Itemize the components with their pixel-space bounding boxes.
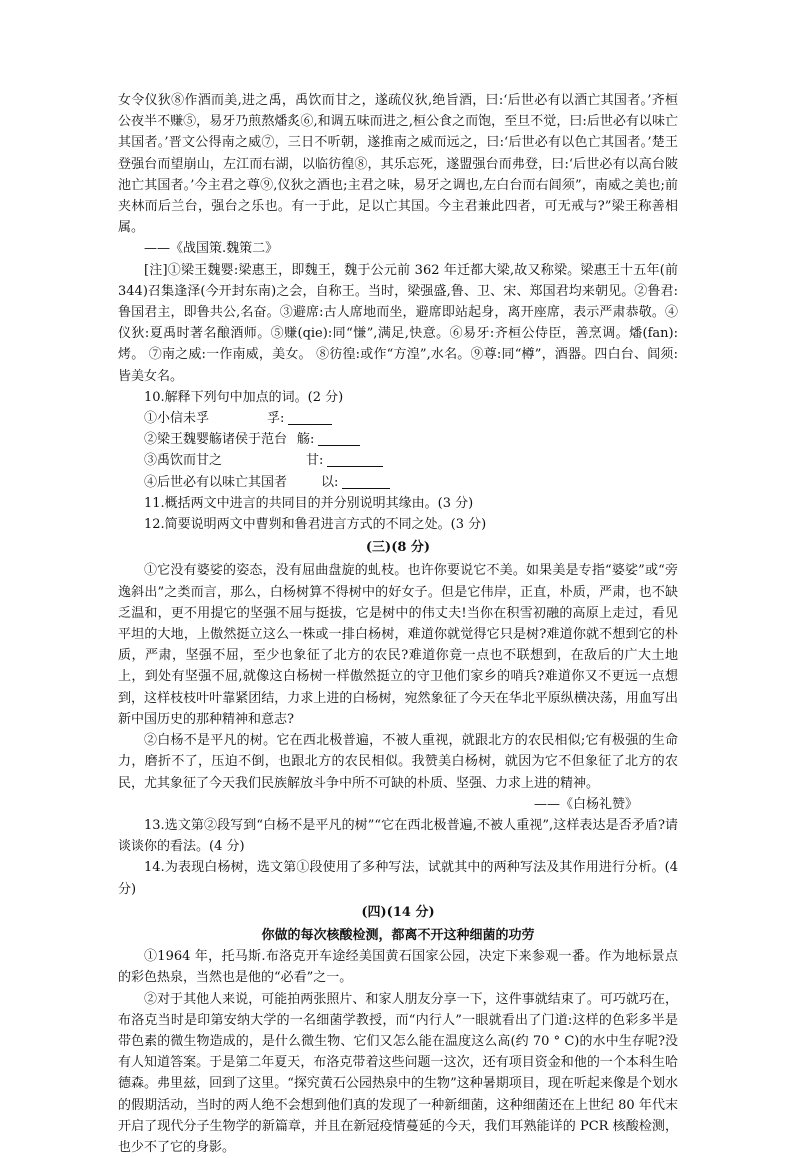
answer-blank[interactable] [318,431,360,446]
question-12: 12.简要说明两文中曹刿和鲁君进言方式的不同之处。(3 分) [144,517,487,533]
passage1-source: ——《战国策.魏策二》 [144,241,279,257]
question-10-item-3: ③禹饮而甘之 甘: [118,450,678,471]
passage1-body: 女令仪狄⑧作酒而美,进之禹，禹饮而甘之，遂疏仪狄,绝旨酒，曰:‘后世必有以酒亡其国者。’齐桓公夜半不赚⑤，易牙乃煎熬燔炙⑥,和调五味而进之,桓公食之而饱，至旦不觉，曰:后世必有以味亡其国者。’晋文公得南之威⑦，三日不听朝，遂推南之威而远之，曰:‘后世必有以色亡其国者。’楚王登强台而望崩山，左江而右湖，以临彷徨⑧，其乐忘死，遂盟强台而弗登，曰:‘后世必有以高台陂池亡其国者。’今主君之尊⑨,仪狄之酒也;主君之味，易牙之调也,左白台而右闾须”，南威之美也;前夹林而后兰台，强台之乐也。有一于此，足以亡其国。今主君兼此四者，可无戒与?”梁王称善相属。 [118,93,678,236]
question-10-item-4: ④后世必有以味亡其国者 以: [118,472,678,493]
section4-paragraph-1: ①1964 年，托马斯.布洛克开车途经美国黄石国家公园，决定下来参观一番。作为地标景点的彩色热泉，当然也是他的“必看”之一。 [118,949,678,986]
question-14: 14.为表现白杨树，选文第①段使用了多种写法，试就其中的两种写法及其作用进行分析。(4 分) [118,860,678,897]
question-13: 13.选文第②段写到“白杨不是平凡的树”“它在西北极普遍,不被人重视”,这样表达是否矛盾?请谈谈你的看法。(4 分) [118,817,678,855]
answer-blank[interactable] [327,452,383,467]
exam-page [118,90,678,1158]
question-10-item-2: ②梁王魏婴觞诸侯于范台 觞: [118,429,678,450]
section4-title: 你做的每次核酸检测，都离不开这种细菌的功劳 [261,927,535,943]
section3-heading: (三)(8 分) [365,540,431,556]
question-11: 11.概括两文中进言的共同目的并分别说明其缘由。(3 分) [144,495,474,511]
question-10: 10.解释下列句中加点的词。(2 分) [144,389,344,405]
question-10-item-1: ①小信未孚 孚: [118,408,678,429]
answer-blank[interactable] [342,474,390,489]
passage1-notes: [注]①梁王魏婴:梁惠王，即魏王，魏于公元前 362 年迁都大梁,故又称梁。梁惠王十五年(前 344)召集逢泽(今开封东南)之会，自称王。当时，梁强盛,鲁、卫、宋、郑国君均来朝见。②鲁君:鲁国君主，即鲁共公,名奋。③避席:古人席地而坐，避席即站起身，离开座席，表示严肃恭敬。④仪狄:夏禹时著名酿酒师。⑤赚(qie):同“慊”,满足,快意。⑥易牙:齐桓公侍臣，善烹调。燔(fan):烤。 ⑦南之威:一作南威，美女。 ⑧彷徨:或作“方湟”,水名。⑨尊:同“樽”，酒器。四白台、闾须:皆美女名。 [118,262,678,384]
section3-source: ——《白杨礼赞》 [533,796,638,812]
section3-paragraph-2: ②白杨不是平凡的树。它在西北极普遍，不被人重视，就跟北方的农民相似;它有极强的生命力，磨折不了，压迫不倒，也跟北方的农民相似。我赞美白杨树，就因为它不但象征了北方的农民，尤其象征了今天我们民族解放斗争中所不可缺的朴质、坚强、力求上进的精神。 [118,733,678,791]
section4-heading: (四)(14 分) [361,904,435,920]
section3-paragraph-1: ①它没有婆娑的姿态，没有屈曲盘旋的虬枝。也许你要说它不美。如果美是专指“婆娑”或“旁逸斜出”之类而言，那么，白杨树算不得树中的好女子。但是它伟岸，正直，朴质，严肃，也不缺乏温和，更不用提它的坚强不屈与挺拔，它是树中的伟丈夫!当你在积雪初融的高原上走过，看见平坦的大地，上傲然挺立这么一株或一排白杨树，难道你就觉得它只是树?难道你就不想到它的朴质，严肃，坚强不屈，至少也象征了北方的农民?难道你竟一点也不联想到，在敌后的广大土地上，到处有坚强不屈,就像这白杨树一样傲然挺立的守卫他们家乡的哨兵?难道你又不更远一点想到，这样枝枝叶叶靠紧团结，力求上进的白杨树，宛然象征了今天在华北平原纵横决荡，用血写出新中国历史的那种精神和意志? [118,563,678,727]
section4-paragraph-2: ②对于其他人来说，可能拍两张照片、和家人朋友分享一下，这件事就结束了。可巧就巧在，布洛克当时是印第安纳大学的一名细菌学教授，而“内行人”一眼就看出了门道:这样的色彩多半是带色素的微生物造成的，是什么微生物、它们又怎么能在温度这么高(约 70 ° C)的水中生存呢?没有人知道答案。于是第二年夏天，布洛克带着这些问题一这次，还有项目资金和他的一个本科生哈德森。弗里兹，回到了这里。“探究黄石公园热泉中的生物”这种暑期项目，现在听起来像是个划水的假期活动，当时的两人绝不会想到他们真的发现了一种新细菌，这种细菌还在上世纪 80 年代末开启了现代分子生物学的新篇章，并且在新冠疫情蔓延的今天，我们耳熟能详的 PCR 核酸检测，也少不了它的身影。 [118,991,678,1155]
answer-blank[interactable] [288,410,332,425]
